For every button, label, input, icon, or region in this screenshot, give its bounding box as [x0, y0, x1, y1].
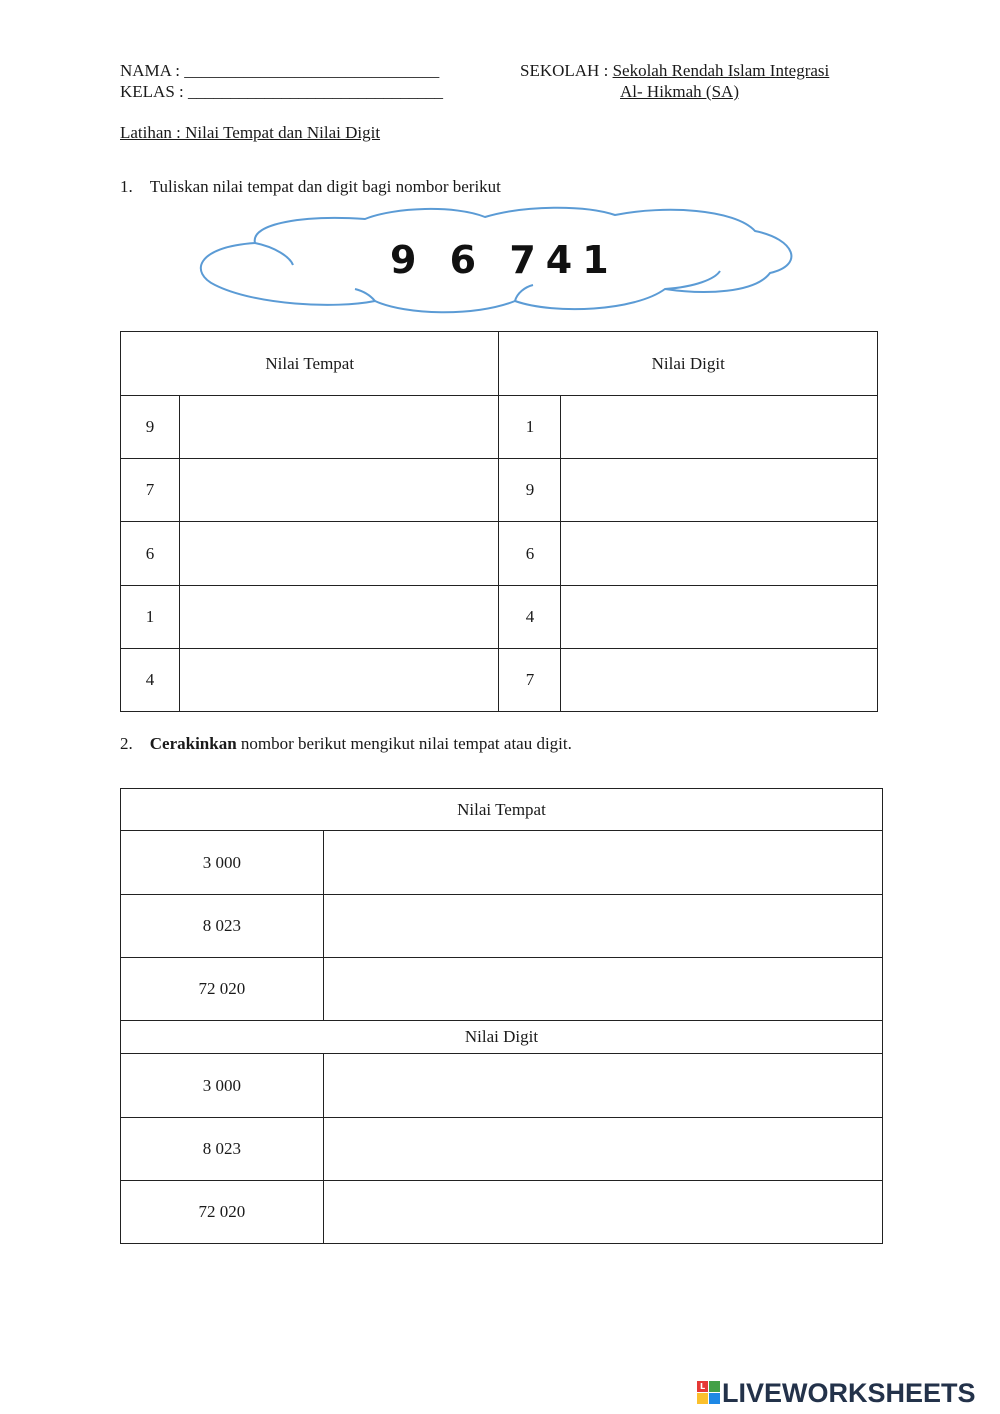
logo-letter-l: L — [697, 1381, 708, 1392]
logo-tile-green — [709, 1381, 720, 1392]
cloud-number: 9 6 741 — [390, 238, 619, 282]
section-header-nilai-digit: Nilai Digit — [121, 1021, 883, 1054]
header-nilai-tempat: Nilai Tempat — [121, 332, 499, 396]
digit-cell: 7 — [499, 649, 561, 712]
logo-tile-yellow — [697, 1393, 708, 1404]
table-row — [121, 1118, 883, 1181]
answer-input-place-5[interactable] — [179, 649, 499, 712]
logo-tile-blue — [709, 1393, 720, 1404]
answer-input-expand-digit-2[interactable] — [323, 1118, 882, 1181]
digit-cell: 7 — [121, 459, 180, 522]
answer-input-digit-1[interactable] — [561, 396, 878, 459]
number-cell: 8 023 — [121, 1118, 324, 1181]
answer-input-place-2[interactable] — [179, 459, 499, 522]
table-place-digit — [120, 331, 878, 712]
answer-input-digit-3[interactable] — [561, 522, 878, 586]
table-row — [121, 649, 878, 712]
nama-label: NAMA : ______________________________ — [120, 61, 440, 80]
table-row — [121, 831, 883, 895]
question-1: 1. Tuliskan nilai tempat dan digit bagi nombor berikut — [120, 177, 501, 196]
digit-cell: 1 — [121, 586, 180, 649]
number-cell: 8 023 — [121, 895, 324, 958]
answer-input-digit-5[interactable] — [561, 649, 878, 712]
table-row — [121, 522, 878, 586]
table-row — [121, 586, 878, 649]
answer-input-expand-place-3[interactable] — [323, 958, 882, 1021]
sekolah-name-line1: Sekolah Rendah Islam Integrasi — [612, 61, 830, 80]
answer-input-digit-4[interactable] — [561, 586, 878, 649]
table-row — [121, 396, 878, 459]
number-cell: 3 000 — [121, 831, 324, 895]
answer-input-place-4[interactable] — [179, 586, 499, 649]
number-cell: 72 020 — [121, 1181, 324, 1244]
table-expand — [120, 788, 883, 1244]
digit-cell: 9 — [499, 459, 561, 522]
nama-field[interactable]: ______________________________ — [184, 61, 440, 80]
table-row — [121, 1181, 883, 1244]
kelas-field[interactable]: ______________________________ — [188, 82, 443, 101]
table-row — [121, 895, 883, 958]
table-row — [121, 459, 878, 522]
number-cell: 3 000 — [121, 1054, 324, 1118]
worksheet-title: Latihan : Nilai Tempat dan Nilai Digit — [120, 123, 381, 142]
number-cell: 72 020 — [121, 958, 324, 1021]
bold-instruction: Cerakinkan — [149, 734, 237, 753]
section-header-nilai-tempat: Nilai Tempat — [121, 789, 883, 831]
kelas-label: KELAS : ______________________________ — [120, 82, 443, 101]
digit-cell: 9 — [121, 396, 180, 459]
digit-cell: 6 — [499, 522, 561, 586]
answer-input-expand-place-2[interactable] — [323, 895, 882, 958]
header-nilai-digit: Nilai Digit — [499, 332, 878, 396]
sekolah-name-line2: Al- Hikmah (SA) — [620, 82, 739, 101]
answer-input-place-1[interactable] — [179, 396, 499, 459]
digit-cell: 4 — [121, 649, 180, 712]
digit-cell: 6 — [121, 522, 180, 586]
liveworksheets-logo-icon — [697, 1381, 721, 1405]
question-2: 2. Cerakinkan nombor berikut mengikut nilai tempat atau digit. — [120, 734, 572, 753]
digit-cell: 1 — [499, 396, 561, 459]
table-row — [121, 1054, 883, 1118]
answer-input-digit-2[interactable] — [561, 459, 878, 522]
answer-input-expand-digit-3[interactable] — [323, 1181, 882, 1244]
answer-input-expand-place-1[interactable] — [323, 831, 882, 895]
liveworksheets-brand: LIVEWORKSHEETS — [722, 1378, 976, 1408]
sekolah-label: SEKOLAH : Sekolah Rendah Islam Integrasi — [520, 61, 830, 80]
digit-cell: 4 — [499, 586, 561, 649]
table-row — [121, 958, 883, 1021]
answer-input-expand-digit-1[interactable] — [323, 1054, 882, 1118]
answer-input-place-3[interactable] — [179, 522, 499, 586]
